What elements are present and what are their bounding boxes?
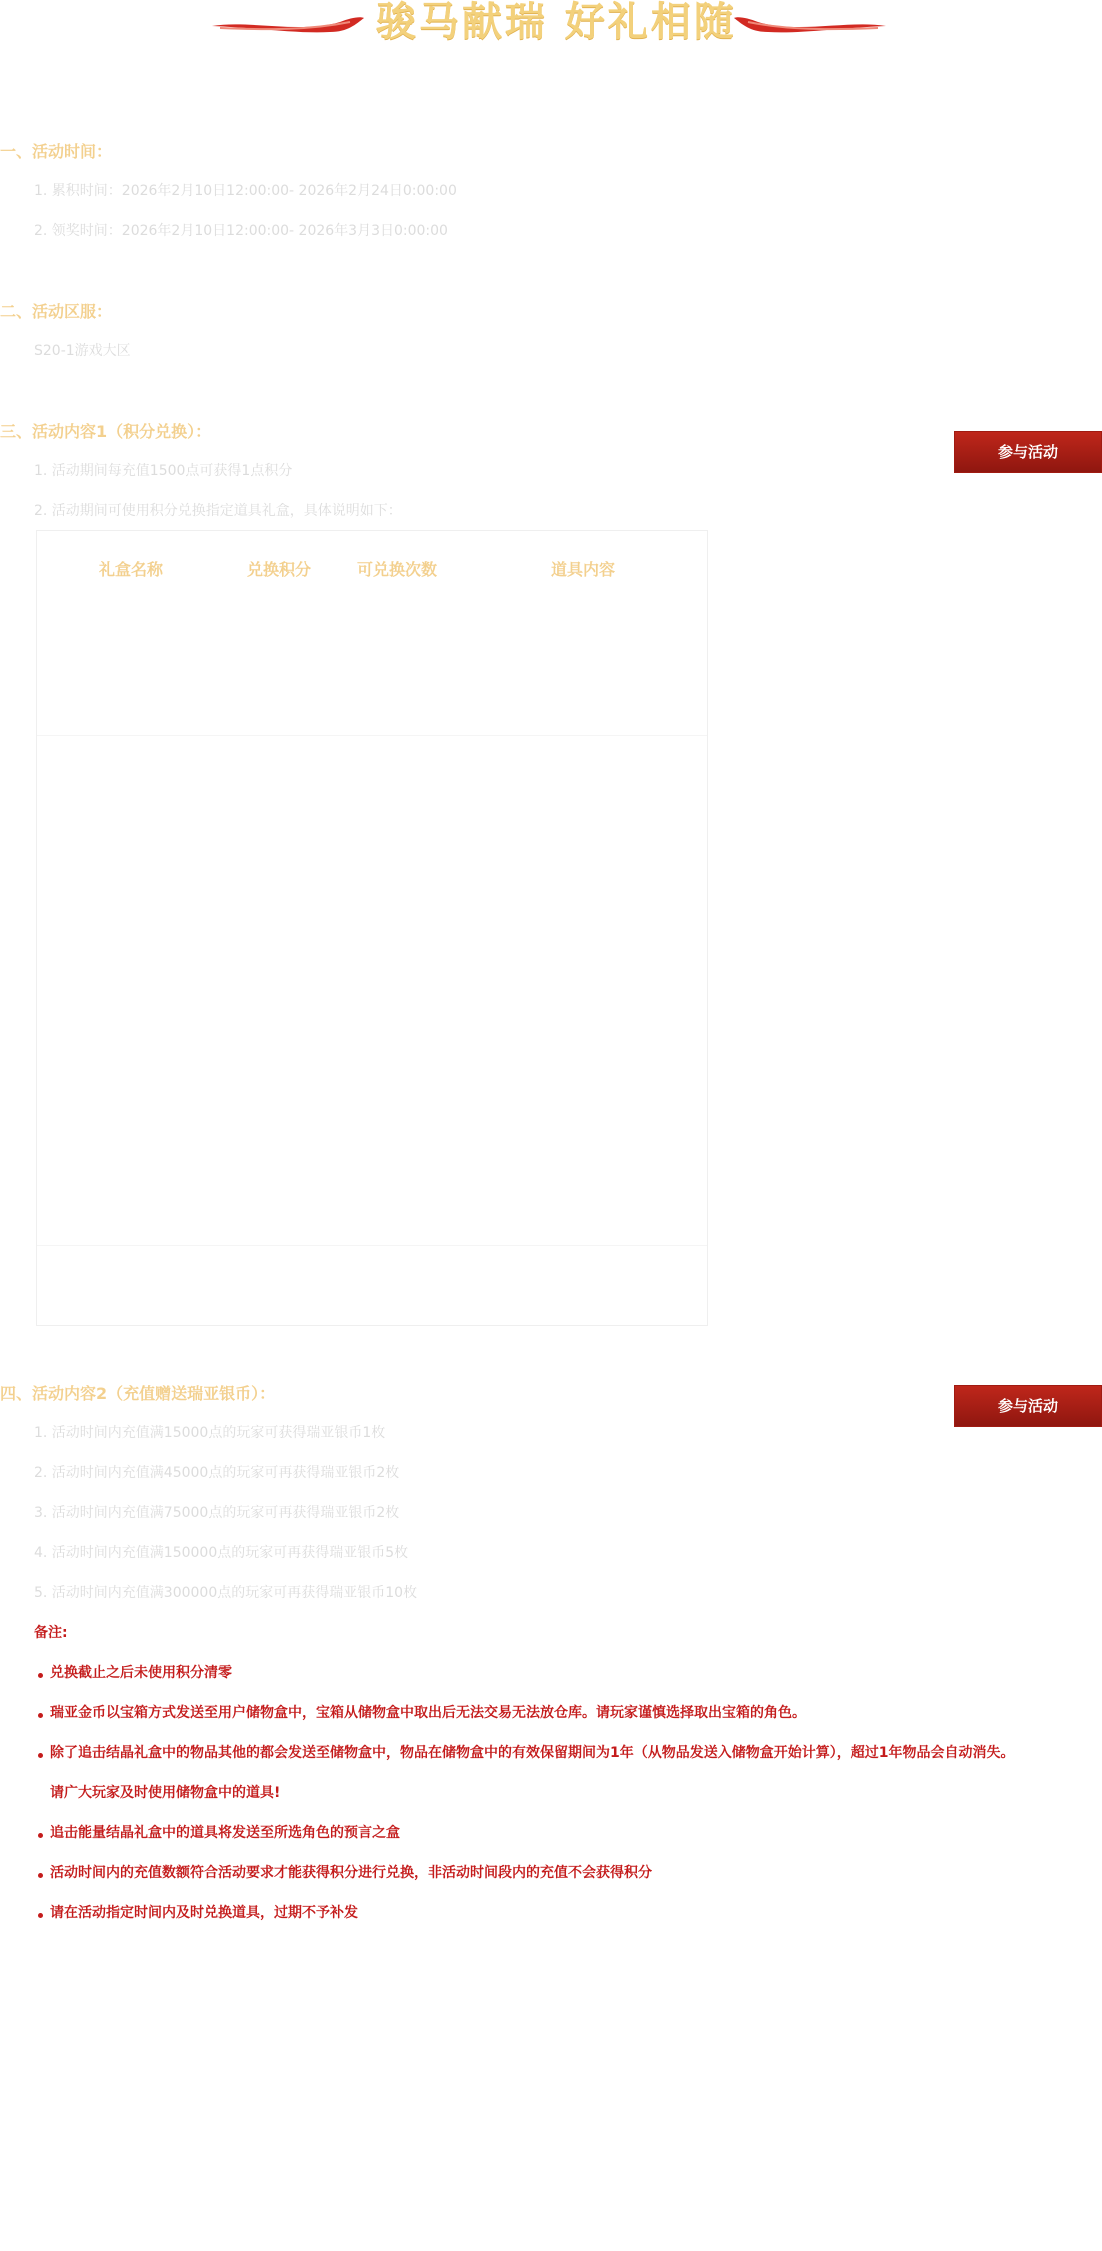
bullet-icon <box>38 1873 43 1878</box>
section-title-time: 一、活动时间： <box>0 142 113 161</box>
bullet-icon <box>38 1713 43 1718</box>
note-item: 请在活动指定时间内及时兑换道具，过期不予补发 <box>50 1905 358 1921</box>
note-item: 追击能量结晶礼盒中的道具将发送至所选角色的预言之盒 <box>50 1825 400 1841</box>
note-item: 除了追击结晶礼盒中的物品其他的都会发送至储物盒中，物品在储物盒中的有效保留期间为1年（从物品发送入储物盒开始计算），超过1年物品会自动消失。 <box>50 1745 1015 1761</box>
note-item: 活动时间内的充值数额符合活动要求才能获得积分进行兑换，非活动时间段内的充值不会获得积分 <box>50 1865 652 1881</box>
table-header-points: 兑换积分 <box>247 560 312 579</box>
notes-title: 备注: <box>34 1625 68 1641</box>
right-swoosh-decoration <box>732 8 888 38</box>
table-header-gift-name: 礼盒名称 <box>99 560 164 579</box>
left-swoosh-decoration <box>210 8 366 38</box>
server-line-1: S20-1游戏大区 <box>34 343 131 359</box>
time-line-2: 2. 领奖时间：2026年2月10日12:00:00- 2026年3月3日0:00:00 <box>34 223 448 239</box>
note-item: 请广大玩家及时使用储物盒中的道具! <box>50 1785 281 1801</box>
bullet-icon <box>38 1913 43 1918</box>
time-line-1: 1. 累积时间：2026年2月10日12:00:00- 2026年2月24日0:00:00 <box>34 183 457 199</box>
table-header-times: 可兑换次数 <box>357 560 438 579</box>
bullet-icon <box>38 1753 43 1758</box>
bullet-icon <box>38 1673 43 1678</box>
table-row-divider <box>37 1245 707 1246</box>
join-activity-button[interactable]: 参与活动 <box>954 431 1102 473</box>
exchange-table <box>36 530 708 1326</box>
join-activity-button-2[interactable]: 参与活动 <box>954 1385 1102 1427</box>
table-row-divider <box>37 735 707 736</box>
banner <box>0 0 1102 52</box>
bonus-line-3: 3. 活动时间内充值满75000点的玩家可再获得瑞亚银币2枚 <box>34 1505 400 1521</box>
note-item: 瑞亚金币以宝箱方式发送至用户储物盒中，宝箱从储物盒中取出后无法交易无法放仓库。请玩家谨慎选择取出宝箱的角色。 <box>50 1705 806 1721</box>
bonus-line-4: 4. 活动时间内充值满150000点的玩家可再获得瑞亚银币5枚 <box>34 1545 409 1561</box>
points-line-2: 2. 活动期间可使用积分兑换指定道具礼盒，具体说明如下： <box>34 503 402 519</box>
bonus-line-5: 5. 活动时间内充值满300000点的玩家可再获得瑞亚银币10枚 <box>34 1585 418 1601</box>
table-header-items: 道具内容 <box>551 560 616 579</box>
bonus-line-2: 2. 活动时间内充值满45000点的玩家可再获得瑞亚银币2枚 <box>34 1465 400 1481</box>
bullet-icon <box>38 1833 43 1838</box>
bonus-line-1: 1. 活动时间内充值满15000点的玩家可获得瑞亚银币1枚 <box>34 1425 386 1441</box>
section-title-server: 二、活动区服： <box>0 302 113 321</box>
note-item: 兑换截止之后未使用积分清零 <box>50 1665 232 1681</box>
points-line-1: 1. 活动期间每充值1500点可获得1点积分 <box>34 463 293 479</box>
section-title-points-exchange: 三、活动内容1（积分兑换）： <box>0 422 212 441</box>
section-title-recharge-bonus: 四、活动内容2（充值赠送瑞亚银币）： <box>0 1384 276 1403</box>
banner-title: 骏马献瑞 好礼相随 <box>376 0 737 45</box>
